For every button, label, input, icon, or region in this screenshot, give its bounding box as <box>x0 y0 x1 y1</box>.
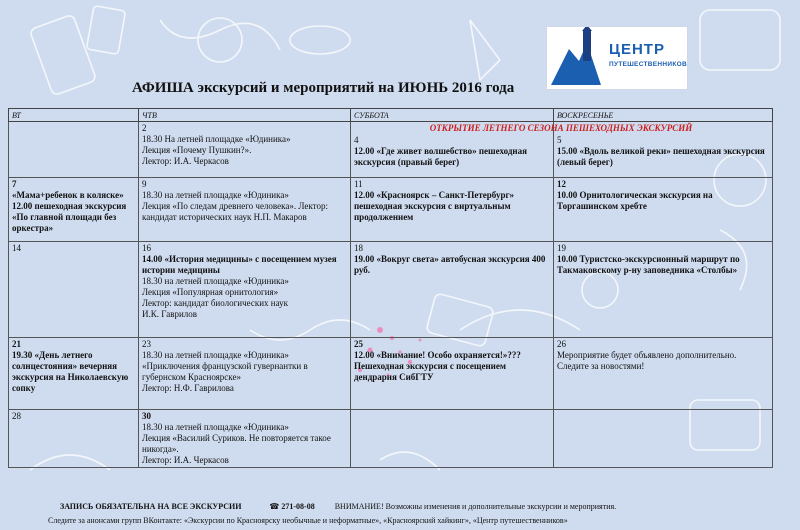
day-number: 12 <box>557 179 566 189</box>
event-text: 18.30 на летней площадке «Юдиника» <box>142 190 289 200</box>
day-number: 30 <box>142 411 151 421</box>
event-text: 14.00 «История медицины» с посещением музея истории медицины <box>142 254 337 275</box>
day-number: 16 <box>142 243 151 253</box>
day-number: 26 <box>557 339 566 349</box>
event-text: И.К. Гаврилов <box>142 309 198 319</box>
event-text: Лектор: И.А. Черкасов <box>142 455 229 465</box>
event-text: 12.00 «Внимание! Особо охраняется!»??? <box>354 350 521 360</box>
header-sat: СУББОТА <box>351 109 554 122</box>
day-cell-thu <box>139 410 351 468</box>
logo <box>546 26 688 90</box>
header-thu: ЧТВ <box>139 109 351 122</box>
event-text: Лекция «Василий Суриков. Не повторяется такое никогда». <box>142 433 331 454</box>
page-title: АФИША экскурсий и мероприятий на ИЮНЬ 2016 года <box>132 80 515 96</box>
event-text: «Приключения французской гувернантки в губернском Красноярске» <box>142 361 308 382</box>
day-number: 28 <box>12 411 21 421</box>
event-text: 19.30 «День летнего солнцестояния» вечерняя экскурсия на Николаевскую сопку <box>12 350 129 393</box>
event-text: Лектор: Н.Ф. Гаврилова <box>142 383 234 393</box>
day-cell-tue <box>9 242 139 338</box>
day-cell-sat <box>351 242 554 338</box>
day-cell-thu <box>139 122 351 178</box>
day-cell-sun <box>554 242 773 338</box>
day-number: 14 <box>12 243 21 253</box>
day-number: 21 <box>12 339 21 349</box>
day-number: 23 <box>142 339 151 349</box>
event-text: Мероприятие будет объявлено дополнительно. Следите за новостями! <box>557 350 737 371</box>
day-cell-tue <box>9 122 139 178</box>
table-row <box>9 178 773 242</box>
day-number: 5 <box>557 135 562 145</box>
event-text: Лекция «Популярная орнитология» <box>142 287 279 297</box>
event-text: 10.00 Туристско-экскурсионный маршрут по Такмаковскому р-ну заповедника «Столбы» <box>557 254 740 275</box>
day-number: 4 <box>354 135 359 145</box>
table-row <box>9 338 773 410</box>
event-text: 18.30 на летней площадке «Юдиника» <box>142 276 289 286</box>
registration-text: ЗАПИСЬ ОБЯЗАТЕЛЬНА НА ВСЕ ЭКСКУРСИИ <box>60 502 242 511</box>
day-cell-thu <box>139 338 351 410</box>
table-row <box>9 242 773 338</box>
day-number: 2 <box>142 123 147 133</box>
event-text: 12.00 «Где живет волшебство» пешеходная экскурсия (правый берег) <box>354 146 527 167</box>
phone-icon: ☎ <box>269 502 280 511</box>
day-number: 9 <box>142 179 147 189</box>
event-text: 18.30 На летней площадке «Юдиника» <box>142 134 291 144</box>
event-text: 15.00 «Вдоль великой реки» пешеходная экскурсия (левый берег) <box>557 146 765 167</box>
logo-subtitle: ПУТЕШЕСТВЕННИКОВ <box>609 61 687 68</box>
event-text: 12.00 «Красноярск – Санкт-Петербург» пешеходная экскурсия с виртуальным продолжением <box>354 190 515 222</box>
notice-text: ВНИМАНИЕ! Возможны изменения и дополнительные экскурсии и мероприятия. <box>334 502 617 511</box>
day-number: 18 <box>354 243 363 253</box>
day-cell-sun <box>554 410 773 468</box>
event-text: 18.30 на летней площадке «Юдиника» <box>142 350 289 360</box>
schedule-table <box>8 108 773 468</box>
event-text: 18.30 на летней площадке «Юдиника» <box>142 422 289 432</box>
day-cell-tue <box>9 410 139 468</box>
day-number: 25 <box>354 339 363 349</box>
table-header-row <box>9 109 773 122</box>
event-text: Лектор: кандидат биологических наук <box>142 298 289 308</box>
footer-registration-line <box>60 502 616 511</box>
day-cell-sat <box>351 338 554 410</box>
event-text: 19.00 «Вокруг света» автобусная экскурсия 400 руб. <box>354 254 546 275</box>
event-text: 12.00 пешеходная экскурсия «По главной площади без оркестра» <box>12 201 127 233</box>
footer-groups-line: Следите за анонсами групп ВКонтакте: «Экскурсии по Красноярску необычные и неформатные», «Красноярский хайкинг», «Центр путешественников» <box>48 516 568 525</box>
event-text: Лектор: И.А. Черкасов <box>142 156 229 166</box>
day-cell-thu <box>139 178 351 242</box>
event-text: Лекция «Почему Пушкин?». <box>142 145 252 155</box>
event-text: «Мама+ребенок в коляске» <box>12 190 124 200</box>
header-sun: ВОСКРЕСЕНЬЕ <box>554 109 773 122</box>
day-number: 7 <box>12 179 17 189</box>
phone-number: 271-08-08 <box>281 502 315 511</box>
day-number: 19 <box>557 243 566 253</box>
day-cell-tue <box>9 338 139 410</box>
day-cell-thu <box>139 242 351 338</box>
day-number: 11 <box>354 179 363 189</box>
day-cell-sat <box>351 410 554 468</box>
day-cell-sun <box>554 338 773 410</box>
event-text: Лекция «По следам древнего человека». Лектор: кандидат исторических наук Н.П. Макаров <box>142 201 328 222</box>
logo-mountain-icon <box>549 27 609 89</box>
event-text: 10.00 Орнитологическая экскурсия на Торгашинском хребте <box>557 190 713 211</box>
day-cell-tue <box>9 178 139 242</box>
day-cell-sat <box>351 178 554 242</box>
day-cell-sun <box>554 178 773 242</box>
season-opening-banner: ОТКРЫТИЕ ЛЕТНЕГО СЕЗОНА ПЕШЕХОДНЫХ ЭКСКУРСИЙ <box>429 123 693 133</box>
table-row <box>9 122 773 178</box>
table-row <box>9 410 773 468</box>
logo-name: ЦЕНТР <box>609 41 665 58</box>
event-text: Пешеходная экскурсия с посещением дендрария СибГТУ <box>354 361 506 382</box>
header-tue: ВТ <box>9 109 139 122</box>
